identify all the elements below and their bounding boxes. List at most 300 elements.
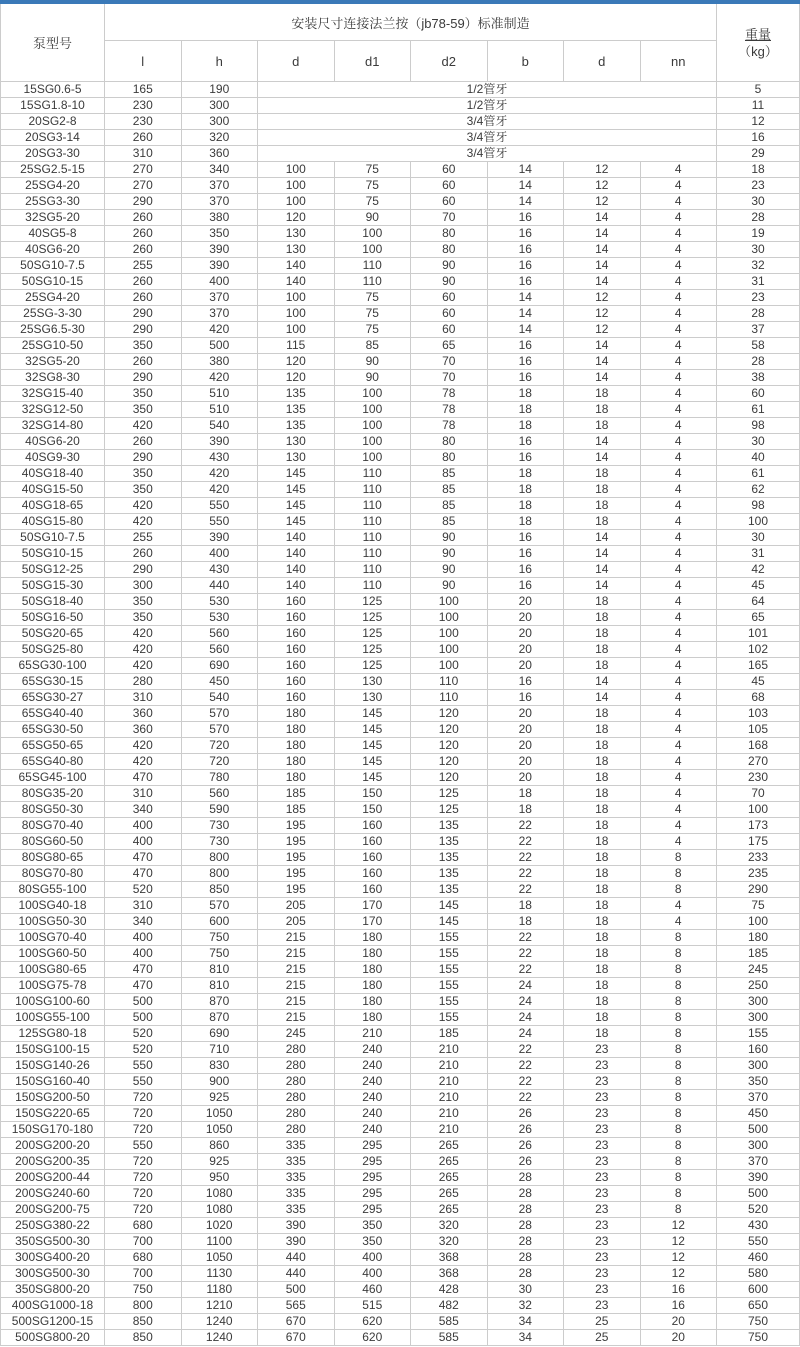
weight-cell: 165 <box>717 658 800 674</box>
d2-cell: 265 <box>411 1138 488 1154</box>
model-cell: 80SG50-30 <box>1 802 105 818</box>
weight-cell: 61 <box>717 402 800 418</box>
d2-cell: 85 <box>411 498 488 514</box>
l-cell: 550 <box>105 1058 182 1074</box>
col-header-pump-model: 泵型号 <box>1 2 105 82</box>
d-cell: 670 <box>258 1314 335 1330</box>
nn-cell: 4 <box>640 706 717 722</box>
d2-cell: 70 <box>411 354 488 370</box>
nn-cell: 8 <box>640 1010 717 1026</box>
nn-cell: 4 <box>640 658 717 674</box>
table-row <box>1 1202 800 1218</box>
nn-cell: 4 <box>640 738 717 754</box>
d2-cell: 210 <box>411 1074 488 1090</box>
d1-cell: 180 <box>334 930 411 946</box>
h-cell: 450 <box>181 674 258 690</box>
l-cell: 470 <box>105 866 182 882</box>
weight-cell: 30 <box>717 242 800 258</box>
d-second-cell: 14 <box>564 546 641 562</box>
l-cell: 270 <box>105 178 182 194</box>
table-row <box>1 1154 800 1170</box>
model-cell: 350SG500-30 <box>1 1234 105 1250</box>
table-row <box>1 1042 800 1058</box>
nn-cell: 4 <box>640 770 717 786</box>
table-row <box>1 1026 800 1042</box>
d-cell: 195 <box>258 850 335 866</box>
d-cell: 215 <box>258 994 335 1010</box>
model-cell: 200SG240-60 <box>1 1186 105 1202</box>
b-cell: 14 <box>487 306 564 322</box>
d-cell: 160 <box>258 626 335 642</box>
b-cell: 22 <box>487 882 564 898</box>
d-cell: 135 <box>258 386 335 402</box>
d1-cell: 110 <box>334 562 411 578</box>
d-second-cell: 23 <box>564 1218 641 1234</box>
h-cell: 800 <box>181 866 258 882</box>
h-cell: 925 <box>181 1154 258 1170</box>
d2-cell: 85 <box>411 482 488 498</box>
d1-cell: 145 <box>334 706 411 722</box>
d2-cell: 60 <box>411 194 488 210</box>
d-second-cell: 14 <box>564 562 641 578</box>
h-cell: 1180 <box>181 1282 258 1298</box>
nn-cell: 8 <box>640 1138 717 1154</box>
weight-cell: 37 <box>717 322 800 338</box>
h-cell: 560 <box>181 786 258 802</box>
b-cell: 18 <box>487 418 564 434</box>
nn-cell: 4 <box>640 610 717 626</box>
d1-cell: 100 <box>334 386 411 402</box>
d1-cell: 110 <box>334 482 411 498</box>
d2-cell: 60 <box>411 306 488 322</box>
d-second-cell: 14 <box>564 530 641 546</box>
d1-cell: 210 <box>334 1026 411 1042</box>
d1-cell: 160 <box>334 834 411 850</box>
d-second-cell: 23 <box>564 1154 641 1170</box>
l-cell: 350 <box>105 594 182 610</box>
nn-cell: 8 <box>640 1122 717 1138</box>
h-cell: 540 <box>181 690 258 706</box>
d-second-cell: 12 <box>564 290 641 306</box>
d-cell: 565 <box>258 1298 335 1314</box>
d2-cell: 135 <box>411 882 488 898</box>
nn-cell: 8 <box>640 1202 717 1218</box>
b-cell: 18 <box>487 498 564 514</box>
l-cell: 800 <box>105 1298 182 1314</box>
weight-cell: 42 <box>717 562 800 578</box>
d1-cell: 170 <box>334 914 411 930</box>
d1-cell: 400 <box>334 1250 411 1266</box>
weight-label: 重量 <box>744 26 771 42</box>
d1-cell: 125 <box>334 610 411 626</box>
model-cell: 80SG60-50 <box>1 834 105 850</box>
h-cell: 350 <box>181 226 258 242</box>
d-second-cell: 18 <box>564 850 641 866</box>
d2-cell: 482 <box>411 1298 488 1314</box>
weight-cell: 350 <box>717 1074 800 1090</box>
weight-cell: 16 <box>717 130 800 146</box>
d1-cell: 240 <box>334 1122 411 1138</box>
d1-cell: 295 <box>334 1154 411 1170</box>
d2-cell: 145 <box>411 898 488 914</box>
model-cell: 65SG30-27 <box>1 690 105 706</box>
b-cell: 16 <box>487 530 564 546</box>
d-cell: 130 <box>258 450 335 466</box>
b-cell: 22 <box>487 850 564 866</box>
d-second-cell: 14 <box>564 210 641 226</box>
d-second-cell: 18 <box>564 626 641 642</box>
b-cell: 18 <box>487 802 564 818</box>
table-row <box>1 242 800 258</box>
model-cell: 32SG5-20 <box>1 354 105 370</box>
d2-cell: 135 <box>411 834 488 850</box>
l-cell: 350 <box>105 402 182 418</box>
d-cell: 140 <box>258 530 335 546</box>
d2-cell: 120 <box>411 738 488 754</box>
l-cell: 420 <box>105 642 182 658</box>
d1-cell: 145 <box>334 722 411 738</box>
d-second-cell: 14 <box>564 338 641 354</box>
b-cell: 28 <box>487 1218 564 1234</box>
d-second-cell: 18 <box>564 1026 641 1042</box>
nn-cell: 4 <box>640 690 717 706</box>
d-second-cell: 14 <box>564 434 641 450</box>
weight-cell: 520 <box>717 1202 800 1218</box>
nn-cell: 4 <box>640 466 717 482</box>
table-row <box>1 402 800 418</box>
weight-cell: 61 <box>717 466 800 482</box>
d1-cell: 110 <box>334 258 411 274</box>
d-second-cell: 18 <box>564 386 641 402</box>
table-row <box>1 1138 800 1154</box>
weight-cell: 100 <box>717 514 800 530</box>
d-second-cell: 14 <box>564 578 641 594</box>
nn-cell: 4 <box>640 578 717 594</box>
d2-cell: 125 <box>411 786 488 802</box>
b-cell: 24 <box>487 1026 564 1042</box>
b-cell: 28 <box>487 1170 564 1186</box>
nn-cell: 4 <box>640 834 717 850</box>
model-cell: 65SG30-50 <box>1 722 105 738</box>
d-cell: 145 <box>258 466 335 482</box>
d-cell: 280 <box>258 1090 335 1106</box>
l-cell: 350 <box>105 338 182 354</box>
model-cell: 15SG1.8-10 <box>1 98 105 114</box>
model-cell: 25SG4-20 <box>1 178 105 194</box>
d2-cell: 155 <box>411 994 488 1010</box>
thread-cell: 1/2管牙 <box>258 82 717 98</box>
l-cell: 310 <box>105 690 182 706</box>
h-cell: 1020 <box>181 1218 258 1234</box>
weight-cell: 40 <box>717 450 800 466</box>
d-cell: 280 <box>258 1122 335 1138</box>
weight-cell: 23 <box>717 178 800 194</box>
d-cell: 140 <box>258 546 335 562</box>
table-row <box>1 802 800 818</box>
h-cell: 800 <box>181 850 258 866</box>
h-cell: 380 <box>181 354 258 370</box>
d1-cell: 400 <box>334 1266 411 1282</box>
d-second-cell: 23 <box>564 1234 641 1250</box>
l-cell: 420 <box>105 738 182 754</box>
d-second-cell: 23 <box>564 1074 641 1090</box>
table-row <box>1 946 800 962</box>
d-second-cell: 18 <box>564 834 641 850</box>
weight-cell: 370 <box>717 1090 800 1106</box>
weight-cell: 300 <box>717 994 800 1010</box>
b-cell: 34 <box>487 1314 564 1330</box>
d1-cell: 75 <box>334 162 411 178</box>
l-cell: 550 <box>105 1074 182 1090</box>
h-cell: 300 <box>181 114 258 130</box>
weight-cell: 180 <box>717 930 800 946</box>
table-row <box>1 98 800 114</box>
d2-cell: 100 <box>411 610 488 626</box>
table-row <box>1 434 800 450</box>
b-cell: 16 <box>487 674 564 690</box>
d-cell: 180 <box>258 738 335 754</box>
d-cell: 440 <box>258 1266 335 1282</box>
nn-cell: 4 <box>640 306 717 322</box>
nn-cell: 4 <box>640 258 717 274</box>
weight-cell: 250 <box>717 978 800 994</box>
d-cell: 100 <box>258 194 335 210</box>
d1-cell: 145 <box>334 770 411 786</box>
nn-cell: 8 <box>640 978 717 994</box>
d-cell: 100 <box>258 162 335 178</box>
l-cell: 260 <box>105 130 182 146</box>
table-row <box>1 770 800 786</box>
d2-cell: 265 <box>411 1186 488 1202</box>
b-cell: 16 <box>487 226 564 242</box>
d2-cell: 155 <box>411 962 488 978</box>
h-cell: 1240 <box>181 1314 258 1330</box>
table-row <box>1 562 800 578</box>
model-cell: 100SG100-60 <box>1 994 105 1010</box>
d-second-cell: 18 <box>564 642 641 658</box>
b-cell: 18 <box>487 466 564 482</box>
l-cell: 850 <box>105 1314 182 1330</box>
nn-cell: 4 <box>640 402 717 418</box>
nn-cell: 4 <box>640 642 717 658</box>
d-second-cell: 18 <box>564 898 641 914</box>
b-cell: 16 <box>487 242 564 258</box>
b-cell: 16 <box>487 354 564 370</box>
model-cell: 100SG60-50 <box>1 946 105 962</box>
d-cell: 195 <box>258 834 335 850</box>
d1-cell: 90 <box>334 354 411 370</box>
table-row <box>1 482 800 498</box>
b-cell: 18 <box>487 786 564 802</box>
model-cell: 50SG12-25 <box>1 562 105 578</box>
table-row <box>1 642 800 658</box>
d-cell: 215 <box>258 930 335 946</box>
table-row <box>1 194 800 210</box>
d-second-cell: 18 <box>564 514 641 530</box>
d2-cell: 210 <box>411 1090 488 1106</box>
h-cell: 850 <box>181 882 258 898</box>
nn-cell: 8 <box>640 1026 717 1042</box>
d-cell: 130 <box>258 434 335 450</box>
d-second-cell: 23 <box>564 1122 641 1138</box>
d-cell: 160 <box>258 610 335 626</box>
l-cell: 700 <box>105 1266 182 1282</box>
d2-cell: 85 <box>411 466 488 482</box>
d-cell: 100 <box>258 306 335 322</box>
h-cell: 370 <box>181 194 258 210</box>
l-cell: 165 <box>105 82 182 98</box>
nn-cell: 8 <box>640 1154 717 1170</box>
d1-cell: 145 <box>334 738 411 754</box>
b-cell: 18 <box>487 898 564 914</box>
h-cell: 570 <box>181 722 258 738</box>
nn-cell: 4 <box>640 226 717 242</box>
h-cell: 320 <box>181 130 258 146</box>
d-cell: 500 <box>258 1282 335 1298</box>
h-cell: 420 <box>181 322 258 338</box>
weight-cell: 500 <box>717 1186 800 1202</box>
h-cell: 550 <box>181 514 258 530</box>
d1-cell: 100 <box>334 402 411 418</box>
d-cell: 215 <box>258 946 335 962</box>
model-cell: 200SG200-20 <box>1 1138 105 1154</box>
weight-cell: 98 <box>717 498 800 514</box>
nn-cell: 4 <box>640 354 717 370</box>
model-cell: 32SG14-80 <box>1 418 105 434</box>
b-cell: 16 <box>487 370 564 386</box>
b-cell: 28 <box>487 1186 564 1202</box>
weight-cell: 450 <box>717 1106 800 1122</box>
l-cell: 230 <box>105 114 182 130</box>
table-row <box>1 514 800 530</box>
model-cell: 20SG3-14 <box>1 130 105 146</box>
table-row <box>1 706 800 722</box>
d2-cell: 60 <box>411 162 488 178</box>
nn-cell: 4 <box>640 498 717 514</box>
table-row <box>1 738 800 754</box>
model-cell: 50SG25-80 <box>1 642 105 658</box>
d2-cell: 265 <box>411 1202 488 1218</box>
d-cell: 160 <box>258 658 335 674</box>
d1-cell: 295 <box>334 1202 411 1218</box>
nn-cell: 4 <box>640 386 717 402</box>
d-cell: 335 <box>258 1138 335 1154</box>
nn-cell: 8 <box>640 850 717 866</box>
weight-cell: 580 <box>717 1266 800 1282</box>
b-cell: 16 <box>487 258 564 274</box>
h-cell: 710 <box>181 1042 258 1058</box>
nn-cell: 12 <box>640 1218 717 1234</box>
b-cell: 16 <box>487 338 564 354</box>
weight-cell: 62 <box>717 482 800 498</box>
table-row <box>1 1186 800 1202</box>
l-cell: 500 <box>105 1010 182 1026</box>
model-cell: 300SG400-20 <box>1 1250 105 1266</box>
h-cell: 420 <box>181 466 258 482</box>
model-cell: 100SG55-100 <box>1 1010 105 1026</box>
b-cell: 22 <box>487 1042 564 1058</box>
h-cell: 420 <box>181 370 258 386</box>
table-row <box>1 754 800 770</box>
h-cell: 1130 <box>181 1266 258 1282</box>
l-cell: 420 <box>105 658 182 674</box>
b-cell: 30 <box>487 1282 564 1298</box>
h-cell: 190 <box>181 82 258 98</box>
d-second-cell: 14 <box>564 450 641 466</box>
d1-cell: 240 <box>334 1042 411 1058</box>
weight-cell: 300 <box>717 1138 800 1154</box>
d2-cell: 110 <box>411 674 488 690</box>
d-second-cell: 23 <box>564 1250 641 1266</box>
sub-header-b: b <box>487 41 564 82</box>
l-cell: 300 <box>105 578 182 594</box>
d-cell: 130 <box>258 226 335 242</box>
weight-cell: 173 <box>717 818 800 834</box>
l-cell: 340 <box>105 802 182 818</box>
b-cell: 26 <box>487 1122 564 1138</box>
table-row <box>1 418 800 434</box>
h-cell: 370 <box>181 178 258 194</box>
h-cell: 690 <box>181 658 258 674</box>
weight-cell: 64 <box>717 594 800 610</box>
table-row <box>1 306 800 322</box>
d1-cell: 100 <box>334 226 411 242</box>
l-cell: 400 <box>105 818 182 834</box>
model-cell: 100SG50-30 <box>1 914 105 930</box>
h-cell: 420 <box>181 482 258 498</box>
h-cell: 730 <box>181 834 258 850</box>
model-cell: 100SG75-78 <box>1 978 105 994</box>
b-cell: 18 <box>487 386 564 402</box>
d1-cell: 100 <box>334 450 411 466</box>
l-cell: 360 <box>105 706 182 722</box>
l-cell: 470 <box>105 978 182 994</box>
l-cell: 255 <box>105 258 182 274</box>
model-cell: 50SG10-15 <box>1 546 105 562</box>
table-row <box>1 834 800 850</box>
d-cell: 195 <box>258 866 335 882</box>
model-cell: 50SG16-50 <box>1 610 105 626</box>
d-cell: 100 <box>258 290 335 306</box>
d-second-cell: 14 <box>564 242 641 258</box>
table-row <box>1 162 800 178</box>
nn-cell: 4 <box>640 338 717 354</box>
l-cell: 470 <box>105 962 182 978</box>
d1-cell: 75 <box>334 322 411 338</box>
d2-cell: 78 <box>411 418 488 434</box>
h-cell: 510 <box>181 402 258 418</box>
l-cell: 260 <box>105 434 182 450</box>
model-cell: 80SG35-20 <box>1 786 105 802</box>
nn-cell: 4 <box>640 290 717 306</box>
b-cell: 22 <box>487 1058 564 1074</box>
weight-cell: 155 <box>717 1026 800 1042</box>
table-row <box>1 498 800 514</box>
weight-cell: 75 <box>717 898 800 914</box>
weight-cell: 102 <box>717 642 800 658</box>
table-row <box>1 914 800 930</box>
weight-cell: 45 <box>717 578 800 594</box>
d1-cell: 160 <box>334 818 411 834</box>
h-cell: 390 <box>181 242 258 258</box>
table-row <box>1 82 800 98</box>
h-cell: 830 <box>181 1058 258 1074</box>
nn-cell: 8 <box>640 1186 717 1202</box>
l-cell: 270 <box>105 162 182 178</box>
l-cell: 340 <box>105 914 182 930</box>
weight-cell: 30 <box>717 194 800 210</box>
nn-cell: 8 <box>640 1170 717 1186</box>
